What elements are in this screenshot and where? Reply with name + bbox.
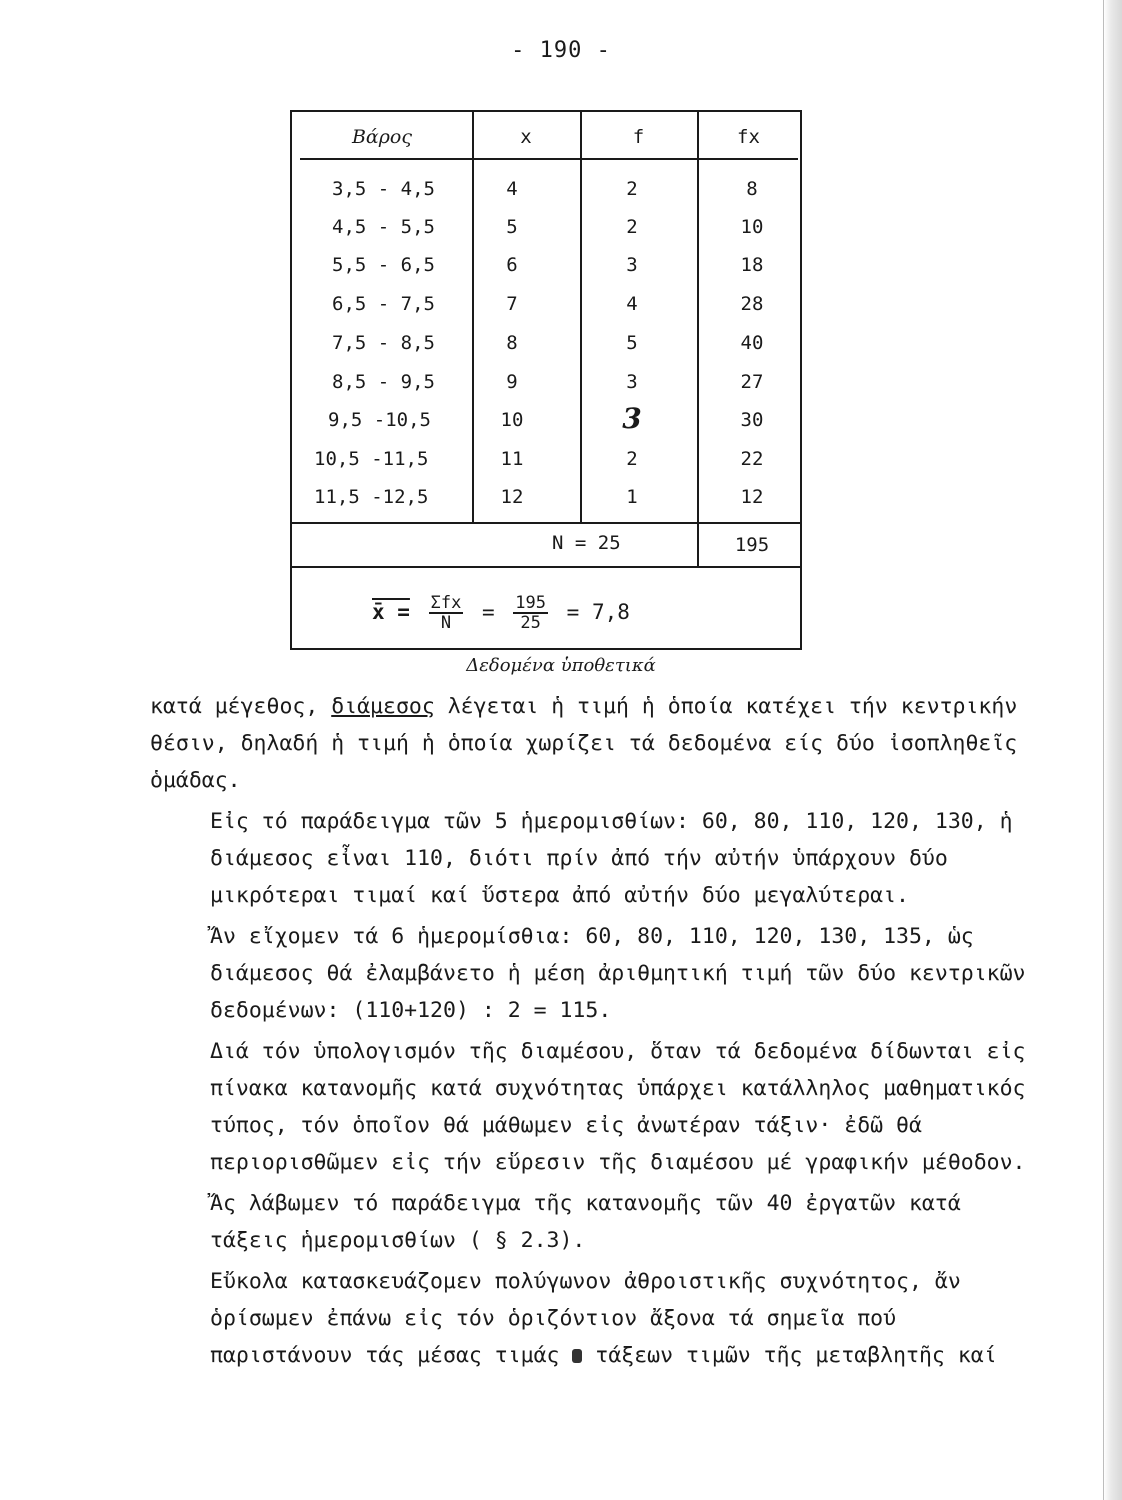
paragraph-6	[150, 1263, 1050, 1374]
paragraph-5: Ἄς λάβωμεν τό παράδειγμα τῆς κατανομῆς τῶν 40 ἐργατῶν κατά τάξεις ἡμερομισθίων ( § 2.3).	[210, 1191, 961, 1253]
cell-fx: 40	[740, 332, 764, 354]
cell-x: 7	[506, 293, 518, 315]
page-edge	[1103, 0, 1122, 1500]
cell-x: 5	[506, 216, 518, 238]
cell-range: 9,5 -10,5	[328, 409, 431, 431]
cell-range: 11,5 -12,5	[314, 486, 429, 508]
header-divider	[300, 158, 798, 160]
col-divider-3	[697, 112, 699, 568]
cell-range: 7,5 - 8,5	[332, 332, 435, 354]
cell-x: 4	[506, 178, 518, 200]
cell-x: 9	[506, 371, 518, 393]
cell-fx: 10	[740, 216, 764, 238]
cell-fx: 12	[740, 486, 764, 508]
cell-range: 8,5 - 9,5	[332, 371, 435, 393]
paragraph-6-end: τάξεων τιμῶν τῆς μεταβλητῆς καί	[582, 1343, 997, 1368]
cell-range: 4,5 - 5,5	[332, 216, 435, 238]
formula-lhs: x̄ =	[372, 600, 410, 624]
formula-result: = 7,8	[566, 600, 630, 624]
cell-f: 5	[626, 332, 638, 354]
cell-f: 3	[626, 371, 638, 393]
frequency-table	[290, 110, 802, 650]
formula-frac2-denominator: 25	[520, 613, 541, 633]
formula-fraction-2	[513, 594, 548, 632]
col-divider-2	[580, 112, 582, 522]
paragraph-2: Εἰς τό παράδειγμα τῶν 5 ἡμερομισθίων: 60, 80, 110, 120, 130, ἡ διάμεσος εἶναι 110, διότι πρίν ἀπό τήν αὐτήν ὑπάρχουν δύο μικρότεραι τιμαί καί ὕστερα ἀπό αὐτήν δύο μεγαλύτεραι.	[210, 809, 1013, 908]
cell-f-handwritten: 3	[622, 402, 642, 435]
paragraph-1-start: κατά μέγεθος,	[150, 694, 332, 719]
ink-blot-icon	[572, 1349, 582, 1363]
cell-range: 10,5 -11,5	[314, 448, 429, 470]
cell-f: 2	[626, 178, 638, 200]
cell-x: 6	[506, 254, 518, 276]
cell-range: 5,5 - 6,5	[332, 254, 435, 276]
cell-fx: 8	[746, 178, 758, 200]
cell-x: 10	[500, 409, 524, 431]
header-fx: fx	[737, 126, 760, 148]
formula-equals: =	[481, 600, 495, 624]
formula-fraction-1	[429, 594, 464, 632]
table-caption: Δεδομένα ὑποθετικά	[466, 655, 656, 676]
mean-formula	[372, 594, 630, 632]
total-divider	[292, 522, 800, 524]
cell-x: 11	[500, 448, 524, 470]
paragraph-6-start: Εὔκολα κατασκευάζομεν πολύγωνον ἀθροιστικῆς συχνότητος, ἄν ὁρίσωμεν ἐπάνω εἰς τόν ὁριζόντιον ἄξονα τά σημεῖα πού παριστάνουν τάς μέσας τιμάς	[210, 1269, 961, 1368]
cell-range: 3,5 - 4,5	[332, 178, 435, 200]
paragraph-4: Διά τόν ὑπολογισμόν τῆς διαμέσου, ὅταν τά δεδομένα δίδωνται εἰς πίνακα κατανομῆς κατά συχνότητας ὑπάρχει κατάλληλος μαθηματικός τύπος, τόν ὁποῖον θά μάθωμεν εἰς ἀνωτέραν τάξιν· ἐδῶ θά περιορισθῶμεν εἰς τήν εὕρεσιν τῆς διαμέσου μέ γραφικήν μέθοδον.	[210, 1039, 1026, 1175]
cell-f: 1	[626, 486, 638, 508]
header-weight: Βάρος	[351, 126, 413, 148]
paragraph-3: Ἄν εἴχομεν τά 6 ἡμερομίσθια: 60, 80, 110, 120, 130, 135, ὡς διάμεσος θά ἐλαμβάνετο ἡ μέση ἀριθμητική τιμή τῶν δύο κεντρικῶν δεδομένων: (110+120) : 2 = 115.	[210, 924, 1026, 1023]
page-number: - 190 -	[511, 38, 611, 63]
term-median: διάμεσος	[331, 694, 435, 719]
col-divider-1	[472, 112, 474, 522]
cell-f: 3	[626, 254, 638, 276]
cell-x: 12	[500, 486, 524, 508]
formula-frac1-denominator: N	[440, 613, 452, 633]
cell-x: 8	[506, 332, 518, 354]
cell-fx: 18	[740, 254, 764, 276]
header-x: x	[520, 126, 532, 148]
cell-fx: 27	[740, 371, 764, 393]
header-f: f	[632, 126, 645, 148]
cell-f: 4	[626, 293, 638, 315]
cell-fx: 28	[740, 293, 764, 315]
cell-fx: 22	[740, 448, 764, 470]
total-fx: 195	[734, 534, 770, 556]
cell-f: 2	[626, 448, 638, 470]
cell-fx: 30	[740, 409, 764, 431]
cell-range: 6,5 - 7,5	[332, 293, 435, 315]
cell-f: 2	[626, 216, 638, 238]
formula-frac1-numerator: Σfx	[430, 593, 462, 613]
paragraph-1	[150, 688, 1050, 799]
total-n: N = 25	[552, 532, 621, 554]
paragraph-1-end: λέγεται ἡ τιμή ἡ ὁποία κατέχει τήν κεντρικήν θέσιν, δηλαδή ἡ τιμή ἡ ὁποία χωρίζει τά δεδομένα είς δύο ἰσοπληθεῖς ὁμάδας.	[150, 694, 1018, 793]
formula-frac2-numerator: 195	[515, 593, 546, 613]
formula-divider	[292, 566, 800, 568]
body-text	[150, 688, 1050, 1378]
